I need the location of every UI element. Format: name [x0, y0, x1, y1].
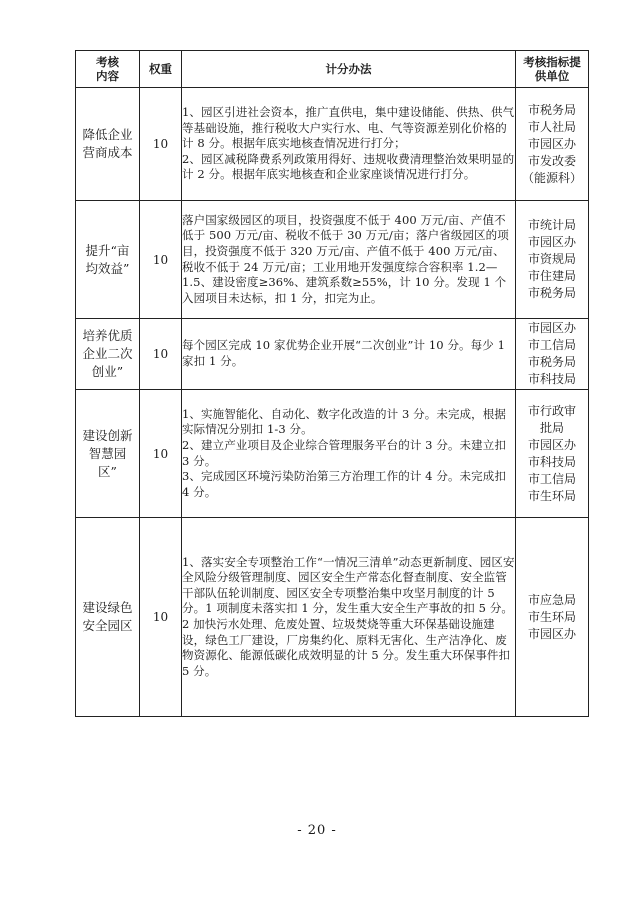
method-line: 落户国家级园区的项目，投资强度不低于 400 万元/亩、产值不低于 500 万元/亩、税收不低于 30 万元/亩；落户省级园区的项目，投资强度不低于 320 万元/亩、产值不低于 400 万元/亩、税收不低于 24 万元/亩；工业用地开发强度综合容积率 1.2—1.5、建设密度≥36%、建筑系数≥55%，计 10 分。发现 1 个入园项目未达标，扣 1 分，扣完为止。 — [182, 212, 509, 305]
method-line: 1、实施智能化、自动化、数字化改造的计 3 分。未完成，根据实际情况分别扣 1-3 分。 — [182, 406, 506, 437]
row-unit: 市行政审 批局 市园区办 市科技局 市工信局 市生环局 — [516, 390, 589, 518]
header-item — [76, 51, 140, 88]
header-weight: 权重 — [140, 51, 182, 88]
table-row — [76, 88, 589, 201]
row-method — [182, 518, 516, 717]
header-unit-text: 考核指标提 供单位 — [523, 55, 581, 83]
method-line: 2、园区减税降费系列政策用得好、违规收费清理整治效果明显的计 2 分。根据年底实地核查和企业家座谈情况进行打分。 — [182, 151, 515, 182]
row-weight: 10 — [140, 88, 182, 201]
row-weight: 10 — [140, 319, 182, 390]
header-row — [76, 51, 589, 88]
row-unit: 市统计局 市园区办 市资规局 市住建局 市税务局 — [516, 201, 589, 319]
method-line: 2 加快污水处理、危废处置、垃圾焚烧等重大环保基础设施建设，绿色工厂建设，厂房集约化、原料无害化、生产洁净化、废物资源化、能源低碳化成效明显的计 5 分。发生重大环保事件扣 5 分。 — [182, 617, 511, 678]
assessment-table — [75, 50, 589, 717]
header-item-text: 考核 内容 — [96, 55, 119, 83]
header-unit — [516, 51, 589, 88]
table-row — [76, 201, 589, 319]
row-unit: 市园区办 市工信局 市税务局 市科技局 — [516, 319, 589, 390]
method-line: 每个园区完成 10 家优势企业开展“二次创业”计 10 分。每少 1 家扣 1 分。 — [182, 338, 506, 368]
row-weight: 10 — [140, 201, 182, 319]
row-unit: 市税务局 市人社局 市园区办 市发改委 （能源科） — [516, 88, 589, 201]
row-weight: 10 — [140, 518, 182, 717]
method-line: 1、园区引进社会资本，推广直供电，集中建设储能、供热、供气等基础设施，推行税收大户实行水、电、气等资源差别化价格的计 8 分。根据年底实地核查情况进行打分； — [182, 105, 515, 151]
row-method — [182, 390, 516, 518]
row-item: 建设绿色 安全园区 — [76, 518, 140, 717]
row-item: 提升“亩 均效益” — [76, 201, 140, 319]
row-method — [182, 88, 516, 201]
row-item: 培养优质 企业二次 创业” — [76, 319, 140, 390]
method-line: 1、落实安全专项整治工作“一情况三清单”动态更新制度、园区安全风险分级管理制度、园区安全生产常态化督查制度、安全监管干部队伍轮训制度、园区安全专项整治集中攻坚月制度的计 5 分。1 项制度未落实扣 1 分，发生重大安全生产事故的扣 5 分。 — [182, 554, 515, 616]
row-item: 降低企业 营商成本 — [76, 88, 140, 201]
row-method — [182, 319, 516, 390]
row-item: 建设创新 智慧园 区” — [76, 390, 140, 518]
header-method: 计分办法 — [182, 51, 516, 88]
row-weight: 10 — [140, 390, 182, 518]
row-method — [182, 201, 516, 319]
table-row — [76, 518, 589, 717]
method-line: 3、完成园区环境污染防治第三方治理工作的计 4 分。未完成扣 4 分。 — [182, 469, 506, 499]
table-row — [76, 319, 589, 390]
table-row — [76, 390, 589, 518]
row-unit: 市应急局 市生环局 市园区办 — [516, 518, 589, 717]
method-line: 2、建立产业项目及企业综合管理服务平台的计 3 分。未建立扣 3 分。 — [182, 437, 506, 468]
page-number: - 20 - — [297, 823, 337, 838]
